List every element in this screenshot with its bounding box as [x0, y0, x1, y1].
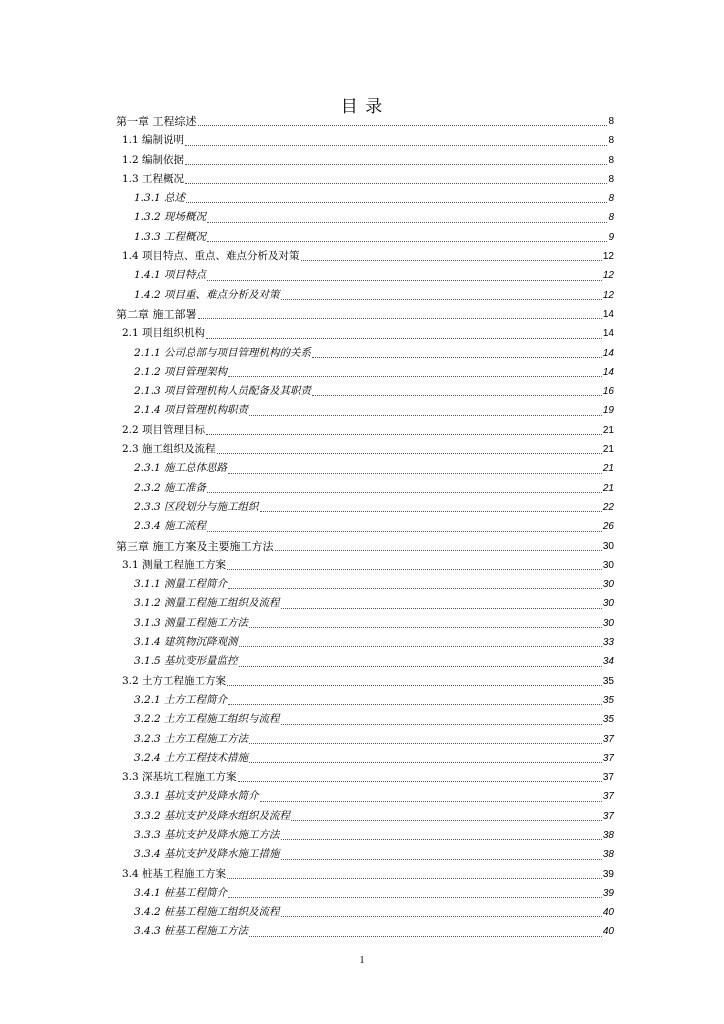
- dot-leader: [186, 202, 607, 203]
- toc-entry-page: 14: [602, 366, 614, 378]
- toc-entry-page: 39: [602, 868, 614, 880]
- dot-leader: [312, 395, 602, 396]
- dot-leader: [207, 222, 607, 223]
- toc-entry-page: 37: [602, 733, 614, 745]
- toc-entry[interactable]: [116, 787, 614, 806]
- dot-leader: [281, 916, 602, 917]
- toc-entry-label: 1.4 项目特点、重点、难点分析及对策: [122, 250, 300, 263]
- toc-entry-page: 34: [602, 656, 614, 668]
- toc-entry-label: 1.3.3 工程概况: [134, 230, 207, 243]
- dot-leader: [238, 781, 602, 782]
- toc-entry[interactable]: [116, 151, 614, 170]
- dot-leader: [185, 145, 607, 146]
- toc-entry-page: 37: [602, 810, 614, 822]
- toc-entry-page: 21: [602, 424, 614, 436]
- toc-entry-page: 8: [608, 135, 614, 147]
- toc-entry-page: 30: [602, 617, 614, 629]
- toc-entry-label: 3.3.1 基坑支护及降水简介: [134, 790, 259, 803]
- toc-entry[interactable]: [116, 633, 614, 652]
- toc-entry[interactable]: [116, 865, 614, 884]
- dot-leader: [291, 820, 602, 821]
- toc-entry-label: 1.2 编制依据: [122, 153, 185, 166]
- toc-entry-label: 2.1 项目组织机构: [122, 327, 206, 340]
- toc-entry-label: 3.2.1 土方工程简介: [134, 693, 228, 706]
- toc-entry-label: 2.3.3 区段划分与施工组织: [134, 500, 259, 513]
- toc-entry-label: 3.4 桩基工程施工方案: [122, 867, 227, 880]
- toc-entry[interactable]: [116, 594, 614, 613]
- page-number: 1: [359, 955, 365, 966]
- toc-entry[interactable]: [116, 575, 614, 594]
- toc-entry-label: 第二章 施工部署: [116, 307, 197, 321]
- toc-entry-page: 35: [602, 694, 614, 706]
- toc-entry-label: 1.4.1 项目特点: [134, 269, 207, 282]
- toc-entry[interactable]: [116, 286, 614, 305]
- toc-entry-page: 16: [602, 386, 614, 398]
- toc-entry[interactable]: [116, 517, 614, 536]
- toc-entry-page: 22: [602, 501, 614, 513]
- dot-leader: [207, 280, 602, 281]
- toc-entry[interactable]: [116, 652, 614, 671]
- toc-entry-page: 37: [602, 772, 614, 784]
- dot-leader: [281, 608, 602, 609]
- toc-entry-page: 12: [602, 270, 614, 282]
- dot-leader: [207, 241, 607, 242]
- dot-leader: [249, 415, 602, 416]
- toc-entry[interactable]: [116, 826, 614, 845]
- toc-entry-page: 8: [608, 193, 614, 205]
- toc-entry[interactable]: [116, 189, 614, 208]
- toc-entry-label: 1.3.1 总述: [134, 192, 186, 205]
- toc-entry[interactable]: [116, 768, 614, 787]
- toc-entry[interactable]: [116, 845, 614, 864]
- toc-entry-label: 3.1 测量工程施工方案: [122, 558, 227, 571]
- toc-entry-label: 3.4.3 桩基工程施工方法: [134, 925, 249, 938]
- dot-leader: [198, 125, 608, 126]
- dot-leader: [207, 492, 602, 493]
- toc-entry-page: 19: [602, 405, 614, 417]
- toc-entry[interactable]: [116, 498, 614, 517]
- toc-entry[interactable]: [116, 170, 614, 189]
- toc-entry-label: 1.1 编制说明: [122, 134, 185, 147]
- toc-entry-page: 8: [608, 154, 614, 166]
- dot-leader: [249, 743, 602, 744]
- toc-entry-page: 30: [602, 559, 614, 571]
- toc-entry[interactable]: [116, 344, 614, 363]
- dot-leader: [228, 376, 602, 377]
- toc-entry-page: 9: [608, 231, 614, 243]
- dot-leader: [227, 878, 602, 879]
- toc-list: [116, 112, 614, 942]
- toc-entry[interactable]: [116, 305, 614, 324]
- toc-entry-page: 40: [602, 926, 614, 938]
- toc-entry[interactable]: [116, 710, 614, 729]
- dot-leader: [281, 724, 602, 725]
- toc-entry-page: 21: [602, 482, 614, 494]
- dot-leader: [260, 801, 602, 802]
- dot-leader: [312, 357, 602, 358]
- dot-leader: [281, 299, 602, 300]
- dot-leader: [198, 318, 602, 319]
- toc-entry[interactable]: [116, 537, 614, 556]
- toc-entry[interactable]: [116, 421, 614, 440]
- toc-entry-page: 26: [602, 521, 614, 533]
- toc-entry-label: 3.2.4 土方工程技术措施: [134, 751, 249, 764]
- toc-title: 目 录: [340, 97, 384, 117]
- toc-entry-page: 35: [602, 714, 614, 726]
- toc-entry-label: 3.1.5 基坑变形量监控: [134, 655, 238, 668]
- dot-leader: [249, 762, 602, 763]
- toc-entry[interactable]: [116, 749, 614, 768]
- dot-leader: [239, 646, 602, 647]
- toc-entry-page: 30: [602, 598, 614, 610]
- toc-entry-page: 14: [602, 328, 614, 340]
- dot-leader: [281, 839, 602, 840]
- toc-entry-page: 37: [602, 791, 614, 803]
- toc-entry-label: 3.1.1 测量工程简介: [134, 578, 228, 591]
- dot-leader: [228, 588, 602, 589]
- dot-leader: [206, 338, 602, 339]
- toc-entry-label: 3.2 土方工程施工方案: [122, 674, 227, 687]
- toc-entry-label: 3.3.2 基坑支护及降水组织及流程: [134, 809, 291, 822]
- dot-leader: [227, 685, 602, 686]
- toc-entry[interactable]: [116, 479, 614, 498]
- dot-leader: [217, 453, 602, 454]
- toc-entry-page: 14: [602, 308, 614, 320]
- toc-entry-page: 30: [602, 540, 614, 552]
- toc-entry-label: 2.3 施工组织及流程: [122, 443, 216, 456]
- toc-entry-label: 2.1.4 项目管理机构职责: [134, 404, 249, 417]
- toc-entry-label: 3.2.3 土方工程施工方法: [134, 732, 249, 745]
- toc-entry[interactable]: [116, 208, 614, 227]
- dot-leader: [275, 550, 602, 551]
- toc-entry-page: 38: [602, 849, 614, 861]
- dot-leader: [185, 164, 607, 165]
- toc-entry[interactable]: [116, 363, 614, 382]
- toc-entry-label: 3.3 深基坑工程施工方案: [122, 771, 237, 784]
- toc-entry-label: 1.3.2 现场概况: [134, 211, 207, 224]
- toc-entry-label: 第一章 工程综述: [116, 115, 197, 128]
- toc-entry[interactable]: [116, 614, 614, 633]
- toc-entry[interactable]: [116, 247, 614, 266]
- toc-entry[interactable]: [116, 459, 614, 478]
- dot-leader: [301, 260, 602, 261]
- toc-entry-label: 3.4.1 桩基工程简介: [134, 886, 228, 899]
- dot-leader: [227, 569, 602, 570]
- toc-entry-page: 14: [602, 347, 614, 359]
- toc-entry-label: 3.1.3 测量工程施工方法: [134, 616, 249, 629]
- toc-entry[interactable]: [116, 903, 614, 922]
- toc-entry-label: 3.3.3 基坑支护及降水施工方法: [134, 828, 280, 841]
- dot-leader: [228, 704, 602, 705]
- toc-entry-page: 8: [608, 173, 614, 185]
- dot-leader: [281, 859, 602, 860]
- toc-entry[interactable]: [116, 672, 614, 691]
- toc-entry-label: 2.3.2 施工准备: [134, 481, 207, 494]
- toc-entry[interactable]: [116, 691, 614, 710]
- toc-entry[interactable]: [116, 382, 614, 401]
- dot-leader: [228, 897, 602, 898]
- dot-leader: [260, 511, 602, 512]
- toc-entry-page: 21: [602, 463, 614, 475]
- dot-leader: [207, 531, 602, 532]
- toc-entry-page: 8: [608, 116, 614, 127]
- dot-leader: [239, 666, 602, 667]
- toc-entry[interactable]: [116, 228, 614, 247]
- toc-entry-label: 1.4.2 项目重、难点分析及对策: [134, 288, 280, 301]
- toc-entry-label: 2.1.3 项目管理机构人员配备及其职责: [134, 385, 312, 398]
- toc-entry[interactable]: [116, 556, 614, 575]
- toc-entry-page: 35: [602, 675, 614, 687]
- toc-entry-label: 2.1.1 公司总部与项目管理机构的关系: [134, 346, 312, 359]
- toc-entry[interactable]: [116, 440, 614, 459]
- dot-leader: [228, 473, 602, 474]
- toc-entry[interactable]: [116, 730, 614, 749]
- toc-entry-label: 3.1.2 测量工程施工组织及流程: [134, 597, 280, 610]
- dot-leader: [206, 434, 602, 435]
- toc-entry-page: 8: [608, 212, 614, 224]
- toc-entry-label: 3.2.2 土方工程施工组织与流程: [134, 713, 280, 726]
- toc-entry-label: 3.3.4 基坑支护及降水施工措施: [134, 848, 280, 861]
- toc-entry-label: 2.3.4 施工流程: [134, 520, 207, 533]
- toc-entry-page: 12: [602, 289, 614, 301]
- toc-entry[interactable]: [116, 922, 614, 941]
- toc-entry-page: 39: [602, 887, 614, 899]
- toc-entry[interactable]: [116, 401, 614, 420]
- toc-entry[interactable]: [116, 112, 614, 131]
- toc-entry[interactable]: [116, 266, 614, 285]
- toc-entry-page: 12: [602, 251, 614, 263]
- toc-entry-page: 30: [602, 579, 614, 591]
- toc-entry[interactable]: [116, 131, 614, 150]
- dot-leader: [185, 183, 607, 184]
- toc-entry-label: 2.3.1 施工总体思路: [134, 462, 228, 475]
- toc-entry[interactable]: [116, 884, 614, 903]
- toc-entry-page: 37: [602, 752, 614, 764]
- toc-entry-page: 21: [602, 444, 614, 456]
- toc-entry-page: 40: [602, 907, 614, 919]
- toc-entry-page: 33: [602, 637, 614, 649]
- toc-entry-label: 3.1.4 建筑物沉降观测: [134, 636, 238, 649]
- toc-entry-page: 38: [602, 829, 614, 841]
- toc-entry-label: 第三章 施工方案及主要施工方法: [116, 539, 274, 553]
- toc-entry[interactable]: [116, 324, 614, 343]
- toc-entry-label: 1.3 工程概况: [122, 172, 185, 185]
- toc-entry-label: 3.4.2 桩基工程施工组织及流程: [134, 906, 280, 919]
- dot-leader: [249, 627, 602, 628]
- toc-entry[interactable]: [116, 807, 614, 826]
- dot-leader: [249, 936, 602, 937]
- toc-entry-label: 2.1.2 项目管理架构: [134, 365, 228, 378]
- toc-entry-label: 2.2 项目管理目标: [122, 423, 206, 436]
